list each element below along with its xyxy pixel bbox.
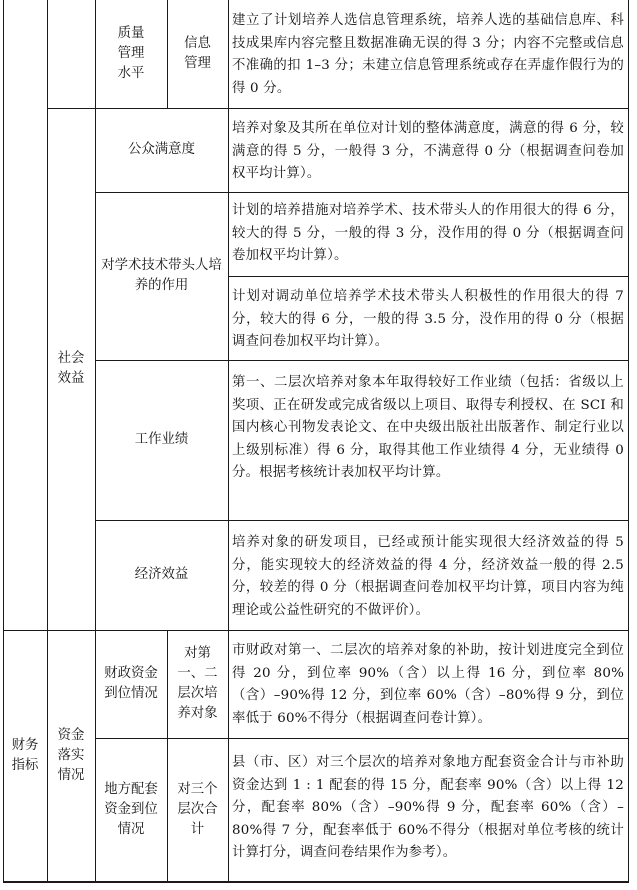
fiscal-sub-cell xyxy=(95,630,167,738)
grid-line xyxy=(3,0,4,882)
leader-desc2-text: 计划对调动单位培养学术技术带头人积极性的作用很大的得 7 分，较大的得 6 分，一般的得 3.5 分，没作用的得 0 分（根据调查问卷加权平均计算）。 xyxy=(232,289,624,349)
quality-item-label: 信息管理 xyxy=(184,36,211,71)
leader-desc2-cell xyxy=(228,284,628,360)
work-desc-text: 第一、二层次培养对象本年取得较好工作业绩（包括：省级以上奖项、正在研发或完成省级以上项目、取得专利授权、在 SCI 和国内核心刊物发表论文、在中央级出版社出版著作、制定行业以上级别标准）得 6 分，取得其他工作业绩得 4 分，无业绩得 0 分。根据考核统计表加权平均计算。 xyxy=(232,375,624,480)
leader-desc1-cell xyxy=(228,198,628,274)
grid-line xyxy=(228,0,229,882)
grid-line xyxy=(228,276,629,277)
public-item-cell xyxy=(95,108,228,192)
grid-line xyxy=(95,360,629,361)
econ-item-label: 经济效益 xyxy=(134,567,189,582)
social-group-cell xyxy=(47,108,95,630)
local-item-label: 对三个层次合计 xyxy=(177,782,218,837)
grid-line xyxy=(167,0,168,108)
work-desc-cell xyxy=(228,370,628,520)
quality-sub-cell xyxy=(95,0,167,108)
fiscal-desc-cell xyxy=(228,638,628,738)
econ-desc-text: 培养对象的研发项目，已经或预计能实现很大经济效益的得 5 分，能实现较大的经济效益的得 4 分，经济效益一般的得 2.5 分，较差的得 0 分（根据调查问卷加权平均计算，项目内容为纯理论或公益性研究的不做评价）。 xyxy=(232,535,624,618)
public-desc-cell xyxy=(228,116,628,192)
work-item-label: 工作业绩 xyxy=(134,432,189,447)
public-item-label: 公众满意度 xyxy=(128,142,195,157)
grid-line xyxy=(3,630,629,631)
econ-item-cell xyxy=(95,520,228,630)
fiscal-item-label: 对第一、二层次培养对象 xyxy=(177,646,218,721)
work-item-cell xyxy=(95,360,228,520)
public-desc-text: 培养对象及其所在单位对计划的整体满意度，满意的得 6 分，较满意的得 5 分，一般得 3 分，不满意得 0 分（根据调查问卷加权平均计算）。 xyxy=(232,121,624,181)
local-sub-label: 地方配套资金到位情况 xyxy=(104,782,158,837)
local-sub-cell xyxy=(95,738,167,882)
fiscal-item-cell xyxy=(167,630,228,738)
quality-desc-text: 建立了计划培养人选信息管理系统，培养人选的基础信息库、科技成果库内容完整且数据准确无误的得 3 分；内容不完整或信息不准确的扣 1–3 分；未建立信息管理系统或存在弄虚作假行为的得 0 分。 xyxy=(232,13,624,96)
grid-line xyxy=(628,0,629,882)
fiscal-sub-label: 财政资金到位情况 xyxy=(104,666,158,701)
fund-group-cell xyxy=(47,630,95,882)
grid-line xyxy=(167,630,168,882)
fiscal-desc-text: 市财政对第一、二层次的培养对象的补助，按计划进度完全到位得 20 分，到位率 90%（含）以上得 16 分，到位率 80%（含）–90%得 12 分，到位率 60%（含）–80%得 9 分，到位率低于 60%不得分（根据调查问卷计算）。 xyxy=(232,643,624,726)
grid-line xyxy=(95,520,629,521)
fund-group-label: 资金落实情况 xyxy=(57,728,85,783)
econ-desc-cell xyxy=(228,530,628,630)
table-bottom-border xyxy=(3,881,629,883)
leader-item-cell xyxy=(95,192,228,360)
finance-group-cell xyxy=(3,630,47,882)
quality-sub-label: 质量管理水平 xyxy=(117,26,145,81)
leader-item-label: 对学术技术带头人培养的作用 xyxy=(101,258,222,293)
grid-line xyxy=(95,0,96,882)
grid-line xyxy=(47,0,48,882)
finance-group-label: 财务指标 xyxy=(11,738,39,773)
quality-item-cell xyxy=(167,0,228,108)
local-item-cell xyxy=(167,738,228,882)
local-desc-cell xyxy=(228,750,628,882)
quality-desc-cell xyxy=(228,8,628,108)
grid-line xyxy=(95,738,629,739)
leader-desc1-text: 计划的培养措施对培养学术、技术带头人的作用很大的得 6 分，较大的得 5 分，一般的得 3 分，没作用的得 0 分（根据调查问卷加权平均计算）。 xyxy=(232,203,624,263)
social-group-label: 社会效益 xyxy=(57,351,85,386)
grid-line xyxy=(95,192,629,193)
grid-line xyxy=(47,108,629,109)
local-desc-text: 县（市、区）对三个层次的培养对象地方配套资金合计与市补助资金达到 1 : 1 配套的得 15 分，配套率 90%（含）以上得 12 分，配套率 80%（含）–90%得 9 分，配套率 60%（含）–80%得 7 分，配套率低于 60%不得分（根据对单位考核的统计计算打分，调查问卷结果作为参考）。 xyxy=(232,755,624,860)
